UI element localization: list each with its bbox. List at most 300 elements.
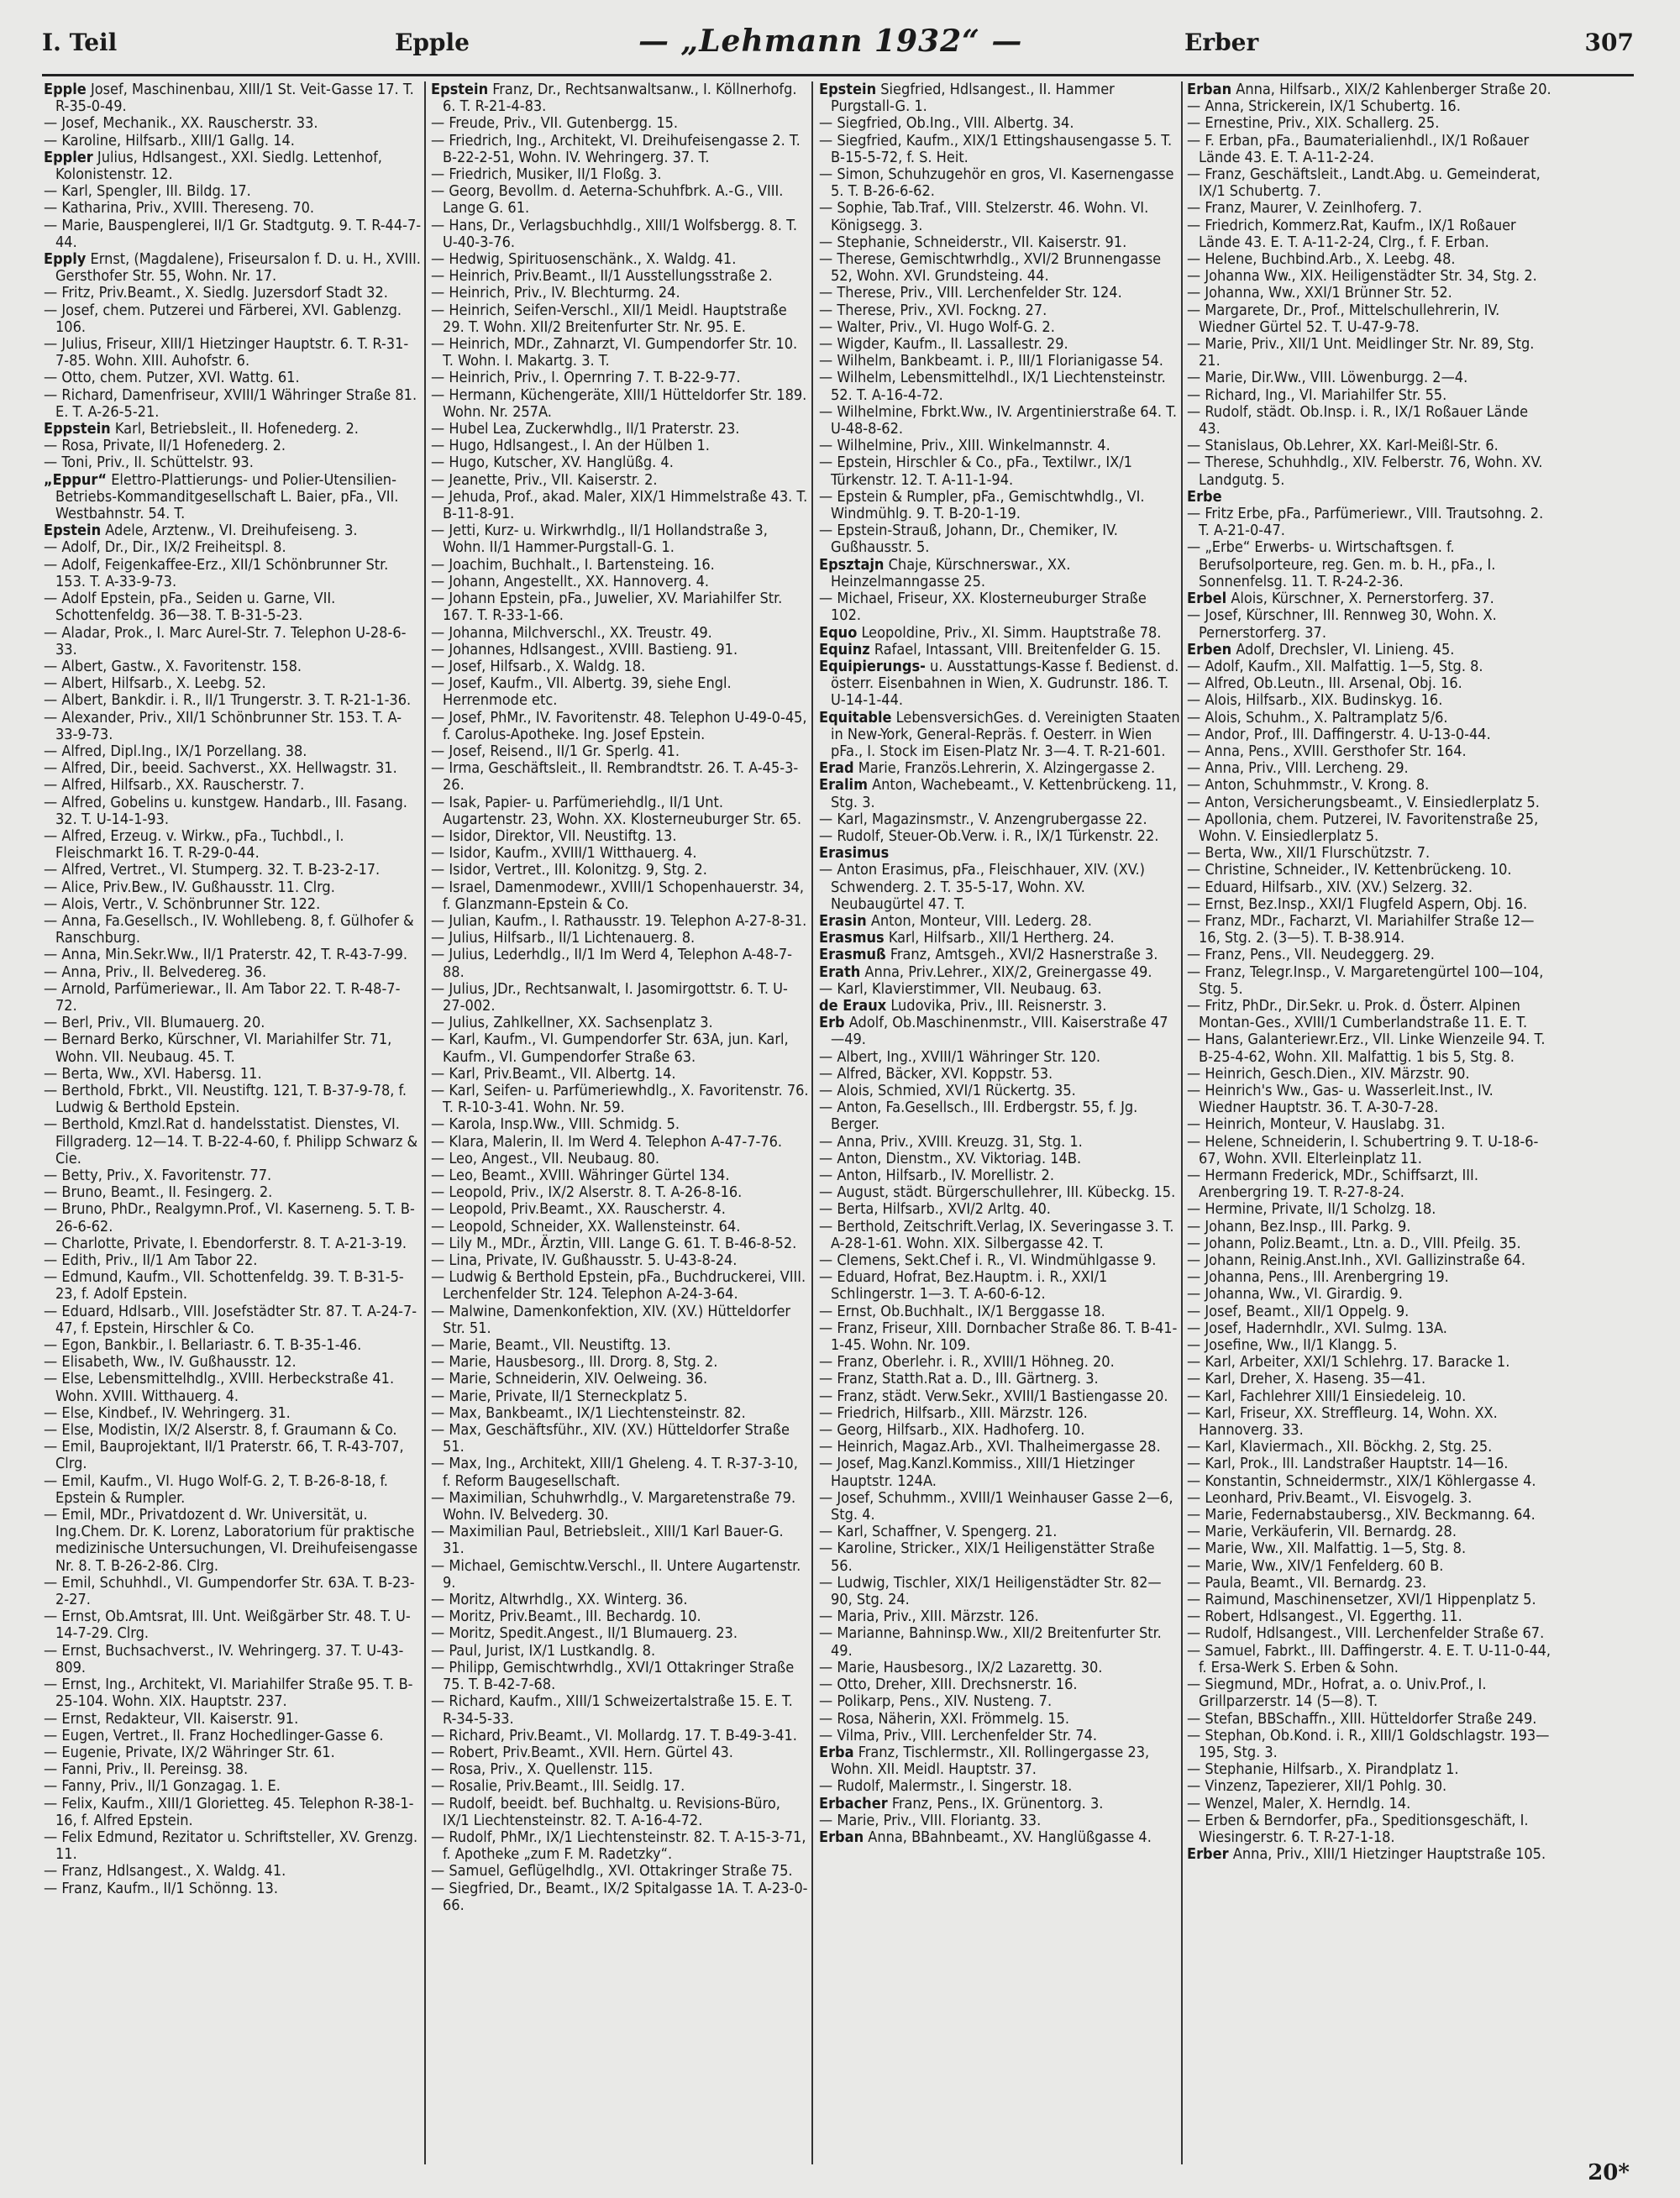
directory-entry xyxy=(431,183,809,217)
directory-entry xyxy=(431,1422,809,1456)
entry-details: — Vinzenz, Tapezierer, XII/1 Pohlg. 30. xyxy=(1187,1777,1447,1796)
directory-entry xyxy=(1187,539,1552,590)
last-name-guide: Erber xyxy=(1184,29,1259,56)
entry-details: Anna, Hilfsarb., XIX/2 Kahlenberger Straße 20. xyxy=(1231,81,1551,98)
directory-entry xyxy=(1187,1456,1552,1472)
entry-details: — Friedrich, Kommerz.Rat, Kaufm., IX/1 Roßauer Lände 43. E. T. A-11-2-24, Clrg., f. F. Erban. xyxy=(1187,216,1516,251)
entry-details: — Michael, Friseur, XX. Klosterneuburger Straße 102. xyxy=(819,590,1147,625)
entry-details: — Max, Geschäftsführ., XIV. (XV.) Hütteldorfer Straße 51. xyxy=(431,1421,790,1456)
directory-entry xyxy=(431,1116,809,1133)
entry-surname: Epsztajn xyxy=(819,555,885,574)
entry-details: — Franz, MDr., Facharzt, VI. Mariahilfer Straße 12—16, Stg. 2. (3—5). T. B-38.914. xyxy=(1187,911,1535,947)
directory-entry xyxy=(431,710,809,743)
directory-entry xyxy=(819,828,1180,845)
entry-details: — Isidor, Direktor, VII. Neustiftg. 13. xyxy=(431,826,677,845)
directory-entry xyxy=(44,896,422,913)
directory-entry xyxy=(1187,743,1552,760)
entry-details: — Else, Lebensmittelhdlg., XVIII. Herbeckstraße 41. Wohn. XVIII. Witthauerg. 4. xyxy=(44,1370,395,1405)
directory-entry xyxy=(1187,1405,1552,1439)
directory-entry xyxy=(819,1422,1180,1439)
entry-details: — Sophie, Tab.Traf., VIII. Stelzerstr. 46. Wohn. VI. Königsegg. 3. xyxy=(819,199,1149,234)
directory-entry xyxy=(44,1252,422,1269)
entry-details: — Lily M., MDr., Ärztin, VIII. Lange G. 61. T. B-46-8-52. xyxy=(431,1234,797,1252)
entry-details: — F. Erban, pFa., Baumaterialienhdl., IX/1 Roßauer Lände 43. E. T. A-11-2-24. xyxy=(1187,131,1530,166)
directory-entry xyxy=(44,1761,422,1778)
directory-entry xyxy=(819,251,1180,285)
entry-surname: Erad xyxy=(819,759,854,778)
entry-details: — Richard, Ing., VI. Mariahilfer Str. 55. xyxy=(1187,386,1447,404)
directory-entry xyxy=(44,1829,422,1863)
entry-details: — Franz, Statth.Rat a. D., III. Gärtnerg. 3. xyxy=(819,1370,1099,1388)
directory-entry xyxy=(819,1524,1180,1540)
entry-details: — Else, Modistin, IX/2 Alserstr. 8, f. Graumann & Co. xyxy=(44,1421,397,1440)
entry-details: — Johann, Reinig.Anst.Inh., XVI. Gallizinstraße 64. xyxy=(1187,1251,1525,1270)
entry-details: — Berthold, Zeitschrift.Verlag, IX. Severingasse 3. T. A-28-1-61. Wohn. XIX. Silbergasse 42. T. xyxy=(819,1217,1174,1252)
entry-details: — Lina, Private, IV. Gußhausstr. 5. U-43-8-24. xyxy=(431,1251,738,1270)
directory-entry xyxy=(44,1507,422,1575)
directory-entry xyxy=(1187,1252,1552,1269)
entry-details: — Israel, Damenmodewr., XVIII/1 Schopenhauerstr. 34, f. Glanzmann-Epstein & Co. xyxy=(431,878,805,913)
running-title: — „Lehmann 1932“ — xyxy=(638,24,1023,59)
directory-entry xyxy=(819,1829,1180,1846)
directory-entry xyxy=(431,981,809,1015)
entry-details: — Wilhelmine, Priv., XIII. Winkelmannstr. 4. xyxy=(819,437,1110,455)
directory-entry xyxy=(431,1388,809,1405)
entry-details: — Franz, Hdlsangest., X. Waldg. 41. xyxy=(44,1862,286,1881)
directory-entry xyxy=(1187,845,1552,862)
directory-column-3 xyxy=(819,81,1180,2164)
entry-surname: Epstein xyxy=(819,81,877,98)
entry-details: — Moritz, Priv.Beamt., III. Bechardg. 10. xyxy=(431,1608,701,1626)
entry-details: — Marie, Private, II/1 Sterneckplatz 5. xyxy=(431,1387,688,1405)
entry-details: — Charlotte, Private, I. Ebendorferstr. 8. T. A-21-3-19. xyxy=(44,1234,407,1252)
directory-entry xyxy=(819,998,1180,1015)
directory-entry xyxy=(431,590,809,624)
directory-entry xyxy=(44,1184,422,1201)
entry-details: — Felix, Kaufm., XIII/1 Glorietteg. 45. Telephon R-38-1-16, f. Alfred Epstein. xyxy=(44,1794,414,1829)
entry-details: Anton, Wachebeamt., V. Kettenbrückeng. 11, Stg. 3. xyxy=(831,776,1177,811)
directory-entry xyxy=(1187,1643,1552,1676)
directory-entry xyxy=(44,743,422,760)
directory-entry xyxy=(431,1184,809,1201)
entry-details: — Therese, Schuhhdlg., XIV. Felberstr. 76, Wohn. XV. Landgutg. 5. xyxy=(1187,454,1543,489)
directory-entry xyxy=(819,1184,1180,1201)
directory-entry xyxy=(1187,1608,1552,1625)
entry-surname: de Eraux xyxy=(819,996,887,1015)
entry-details: — Katharina, Priv., XVIII. Thereseng. 70. xyxy=(44,199,315,218)
directory-entry xyxy=(819,1711,1180,1728)
entry-details: — Franz, Telegr.Insp., V. Margaretengürtel 100—104, Stg. 5. xyxy=(1187,963,1544,998)
directory-entry xyxy=(431,1015,809,1031)
entry-surname: Epple xyxy=(44,81,87,98)
entry-details: — Anna, Priv., II. Belvedereg. 36. xyxy=(44,963,267,981)
entry-details: — Walter, Priv., VI. Hugo Wolf-G. 2. xyxy=(819,317,1055,336)
entry-details: — Karl, Klaviermach., XII. Böckhg. 2, Stg. 25. xyxy=(1187,1438,1493,1456)
directory-entry xyxy=(44,964,422,981)
entry-details: — Heinrich, Gesch.Dien., XIV. Märzstr. 90. xyxy=(1187,1064,1470,1083)
directory-entry xyxy=(431,1881,809,1914)
directory-entry xyxy=(431,1269,809,1303)
entry-details: — Wilhelmine, Fbrkt.Ww., IV. Argentinierstraße 64. T. U-48-8-62. xyxy=(819,402,1178,438)
directory-entry xyxy=(819,81,1180,115)
entry-details: — Marianne, Bahninsp.Ww., XII/2 Breitenfurter Str. 49. xyxy=(819,1624,1162,1660)
directory-entry xyxy=(44,1473,422,1507)
entry-details: — Eduard, Hdlsarb., VIII. Josefstädter Str. 87. T. A-24-7-47, f. Epstein, Hirschler & Co. xyxy=(44,1302,417,1337)
entry-details: — Rosalie, Priv.Beamt., III. Seidlg. 17. xyxy=(431,1777,685,1796)
entry-details: — Rudolf, Steuer-Ob.Verw. i. R., IX/1 Türkenstr. 22. xyxy=(819,826,1159,845)
directory-entry xyxy=(1187,998,1552,1031)
directory-entry xyxy=(1187,98,1552,115)
directory-entry xyxy=(819,302,1180,319)
entry-details: — Adolf, Feigenkaffee-Erz., XII/1 Schönbrunner Str. 153. T. A-33-9-73. xyxy=(44,555,389,590)
entry-details: — Marie, Schneiderin, XIV. Oelweing. 36. xyxy=(431,1370,708,1388)
entry-surname: Equinz xyxy=(819,640,870,658)
entry-details: — Max, Bankbeamt., IX/1 Liechtensteinstr. 82. xyxy=(431,1403,746,1422)
directory-column-1 xyxy=(44,81,422,2164)
entry-details: — Rosa, Priv., X. Quellenstr. 115. xyxy=(431,1760,654,1779)
directory-entry xyxy=(1187,251,1552,268)
entry-details: — Hans, Dr., Verlagsbuchhdlg., XIII/1 Wolfsbergg. 8. T. U-40-3-76. xyxy=(431,216,797,251)
entry-details: — Franz, Oberlehr. i. R., XVIII/1 Höhneg. 20. xyxy=(819,1353,1115,1372)
directory-entry xyxy=(44,795,422,828)
directory-entry xyxy=(44,1405,422,1422)
directory-entry xyxy=(819,1167,1180,1184)
directory-entry xyxy=(819,1540,1180,1574)
directory-entry xyxy=(431,115,809,132)
directory-entry xyxy=(1187,1083,1552,1116)
directory-entry xyxy=(1187,268,1552,285)
directory-entry xyxy=(44,590,422,624)
directory-entry xyxy=(431,913,809,930)
directory-entry xyxy=(431,795,809,828)
directory-entry xyxy=(431,1490,809,1524)
directory-entry xyxy=(819,1252,1180,1269)
column-divider xyxy=(424,81,426,2164)
entry-details: — Emil, Kaufm., VI. Hugo Wolf-G. 2, T. B-26-8-18, f. Epstein & Rumpler. xyxy=(44,1471,388,1507)
directory-entry xyxy=(431,472,809,489)
entry-details: — Karl, Dreher, X. Haseng. 35—41. xyxy=(1187,1370,1426,1388)
directory-entry xyxy=(431,268,809,285)
entry-details: Franz, Pens., IX. Grünentorg. 3. xyxy=(887,1794,1104,1812)
entry-details: — Ernst, Redakteur, VII. Kaiserstr. 91. xyxy=(44,1709,299,1728)
entry-details: — Elisabeth, Ww., IV. Gußhausstr. 12. xyxy=(44,1353,297,1372)
entry-details: — Karl, Arbeiter, XXI/1 Schlehrg. 17. Baracke 1. xyxy=(1187,1353,1510,1372)
directory-entry xyxy=(1187,1676,1552,1710)
entry-details: — Heinrich, Priv., IV. Blechturmg. 24. xyxy=(431,284,680,302)
entry-details: — Ernestine, Priv., XIX. Schallerg. 25. xyxy=(1187,114,1440,133)
entry-details: — Raimund, Maschinensetzer, XVI/1 Hippenplatz 5. xyxy=(1187,1591,1536,1609)
entry-details: — Julius, Hilfsarb., II/1 Lichtenauerg. 8. xyxy=(431,929,696,947)
page-header xyxy=(42,25,1634,67)
directory-entry xyxy=(819,166,1180,200)
entry-surname: Erbacher xyxy=(819,1794,888,1812)
directory-entry xyxy=(1187,1625,1552,1642)
directory-entry xyxy=(44,1167,422,1184)
entry-surname: Eppstein xyxy=(44,420,111,438)
entry-details: — Johanna, Milchverschl., XX. Treustr. 49. xyxy=(431,623,712,642)
directory-entry xyxy=(819,658,1180,710)
entry-details: — Karl, Prok., III. Landstraßer Hauptstr. 14—16. xyxy=(1187,1455,1509,1473)
entry-details: — Bruno, Beamt., II. Fesingerg. 2. xyxy=(44,1183,273,1202)
entry-details: — Julius, Friseur, XIII/1 Hietzinger Hauptstr. 6. T. R-31-7-85. Wohn. XIII. Auhofstr. 6. xyxy=(44,335,409,370)
entry-details: Franz, Dr., Rechtsanwaltsanw., I. Köllnerhofg. 6. T. R-21-4-83. xyxy=(443,81,797,116)
directory-entry xyxy=(44,1354,422,1371)
directory-entry xyxy=(819,947,1180,963)
entry-details: — Moritz, Altwrhdlg., XX. Winterg. 36. xyxy=(431,1591,688,1609)
entry-details: — Anton, Fa.Gesellsch., III. Erdbergstr. 55, f. Jg. Berger. xyxy=(819,1099,1138,1134)
directory-entry xyxy=(819,590,1180,624)
entry-details: — Anna, Min.Sekr.Ww., II/1 Praterstr. 42, T. R-43-7-99. xyxy=(44,946,407,964)
directory-entry xyxy=(1187,607,1552,641)
directory-entry xyxy=(431,1235,809,1252)
directory-entry xyxy=(431,1167,809,1184)
directory-entry xyxy=(431,438,809,454)
entry-details: — Wilhelm, Bankbeamt. i. P., III/1 Florianigasse 54. xyxy=(819,352,1163,370)
directory-entry xyxy=(1187,404,1552,438)
entry-details: — Fritz, Priv.Beamt., X. Siedlg. Juzersdorf Stadt 32. xyxy=(44,284,388,302)
directory-entry xyxy=(44,675,422,692)
entry-details: — Else, Kindbef., IV. Wehringerg. 31. xyxy=(44,1403,291,1422)
entry-details: — Heinrich, Magaz.Arb., XVI. Thalheimergasse 28. xyxy=(819,1438,1161,1456)
directory-entry xyxy=(1187,115,1552,132)
directory-entry xyxy=(431,1201,809,1218)
entry-details: — Alfred, Dipl.Ing., IX/1 Porzellang. 38. xyxy=(44,742,307,760)
entry-details: — Berthold, Fbrkt., VII. Neustiftg. 121, T. B-37-9-78, f. Ludwig & Berthold Epstein. xyxy=(44,1081,407,1117)
entry-details: — „Erbe“ Erwerbs- u. Wirtschaftsgen. f. Berufsolporteure, reg. Gen. m. b. H., pFa., I. Sonnenfelsg. 11. T. R-24-2-36. xyxy=(1187,538,1496,590)
directory-entry xyxy=(44,387,422,421)
entry-details: — Hermine, Private, II/1 Scholzg. 18. xyxy=(1187,1200,1436,1219)
directory-entry xyxy=(44,1015,422,1031)
directory-entry xyxy=(431,930,809,947)
directory-entry xyxy=(431,1031,809,1065)
directory-entry xyxy=(1187,285,1552,302)
entry-details: — Leo, Beamt., XVIII. Währinger Gürtel 134. xyxy=(431,1167,730,1184)
entry-details: — Hugo, Hdlsangest., I. An der Hülben 1. xyxy=(431,437,710,455)
directory-entry xyxy=(44,625,422,658)
entry-details: — Josef, Mag.Kanzl.Kommiss., XIII/1 Hietzinger Hauptstr. 124A. xyxy=(819,1455,1135,1490)
directory-entry xyxy=(819,1269,1180,1303)
directory-entry xyxy=(1187,1304,1552,1320)
entry-details: — Paul, Jurist, IX/1 Lustkandlg. 8. xyxy=(431,1641,656,1660)
entry-details: — Eduard, Hilfsarb., XIV. (XV.) Selzerg. 32. xyxy=(1187,878,1473,896)
entry-details: — Max, Ing., Architekt, XIII/1 Gheleng. 4. T. R-37-3-10, f. Reform Baugesellschaft. xyxy=(431,1455,798,1490)
directory-entry xyxy=(819,1608,1180,1625)
directory-entry xyxy=(1187,862,1552,879)
entry-details: — Ernst, Ing., Architekt, VI. Mariahilfer Straße 95. T. B-25-104. Wohn. XIX. Hauptstr. 237. xyxy=(44,1676,413,1711)
entry-details: — Marie, Federnabstaubersg., XIV. Beckmanng. 64. xyxy=(1187,1506,1536,1524)
directory-entry xyxy=(1187,336,1552,370)
entry-details: — Josef, Reisend., II/1 Gr. Sperlg. 41. xyxy=(431,742,680,760)
directory-entry xyxy=(1187,370,1552,386)
directory-entry xyxy=(1187,964,1552,998)
directory-entry xyxy=(44,981,422,1015)
entry-details: — Eduard, Hofrat, Bez.Hauptm. i. R., XXI/1 Schlingerstr. 1—3. T. A-60-6-12. xyxy=(819,1268,1108,1304)
directory-entry xyxy=(44,1728,422,1744)
entry-details: — Betty, Priv., X. Favoritenstr. 77. xyxy=(44,1167,272,1184)
entry-details: — Epstein, Hirschler & Co., pFa., Textilwr., IX/1 Türkenstr. 12. T. A-11-1-94. xyxy=(819,454,1132,489)
entry-details: — Therese, Priv., VIII. Lerchenfelder Str. 124. xyxy=(819,284,1122,302)
entry-details: — Anton, Versicherungsbeamt., V. Einsiedlerplatz 5. xyxy=(1187,793,1540,811)
directory-entry xyxy=(431,1863,809,1880)
directory-entry xyxy=(1187,1507,1552,1524)
directory-entry xyxy=(431,1304,809,1337)
directory-entry xyxy=(44,1881,422,1897)
directory-entry xyxy=(44,218,422,251)
entry-details: Anna, BBahnbeamt., XV. Hanglüßgasse 4. xyxy=(864,1828,1152,1846)
directory-entry xyxy=(1187,1371,1552,1388)
entry-surname: Erber xyxy=(1187,1845,1229,1864)
directory-entry xyxy=(819,1304,1180,1320)
entry-details: — Stephanie, Schneiderstr., VII. Kaiserstr. 91. xyxy=(819,233,1127,251)
entry-details: — Georg, Hilfsarb., XIX. Hadhoferg. 10. xyxy=(819,1421,1085,1440)
directory-entry xyxy=(819,1439,1180,1456)
directory-entry xyxy=(44,115,422,132)
entry-details: — Marie, Bauspenglerei, II/1 Gr. Stadtgutg. 9. T. R-44-7-44. xyxy=(44,216,422,251)
entry-details: — Leopold, Priv.Beamt., XX. Rauscherstr. 4. xyxy=(431,1200,726,1219)
directory-entry xyxy=(1187,1812,1552,1846)
entry-details: — Karl, Kaufm., VI. Gumpendorfer Str. 63A, jun. Karl, Kaufm., VI. Gumpendorfer Straße 63. xyxy=(431,1031,789,1066)
directory-entry xyxy=(431,1728,809,1744)
entry-details: — Karl, Fachlehrer XIII/1 Einsiedeleig. 10. xyxy=(1187,1387,1467,1405)
entry-details: — Karl, Schaffner, V. Spengerg. 21. xyxy=(819,1523,1058,1541)
directory-entry xyxy=(1187,1235,1552,1252)
directory-entry xyxy=(819,404,1180,438)
entry-details: — Hermann Frederick, MDr., Schiffsarzt, III. Arenbergring 19. T. R-27-8-24. xyxy=(1187,1167,1478,1202)
entry-surname: Epstein xyxy=(431,81,489,98)
directory-entry xyxy=(44,692,422,709)
entry-surname: Equitable xyxy=(819,708,892,727)
entry-details: — Adolf Epstein, pFa., Seiden u. Garne, VII. Schottenfeldg. 36—38. T. B-31-5-23. xyxy=(44,590,336,625)
directory-entry xyxy=(1187,1558,1552,1575)
entry-details: — Rudolf, beeidt. bef. Buchhaltg. u. Revisions-Büro, IX/1 Liechtensteinstr. 82. T. A-16-4-72. xyxy=(431,1794,780,1829)
directory-entry xyxy=(1187,896,1552,913)
entry-details: — Alfred, Erzeug. v. Wirkw., pFa., Tuchbdl., I. Fleischmarkt 16. T. R-29-0-44. xyxy=(44,826,344,863)
directory-entry xyxy=(431,658,809,675)
directory-entry xyxy=(1187,1728,1552,1761)
directory-entry xyxy=(431,1219,809,1235)
entry-details: — Franz, Friseur, XIII. Dornbacher Straße 86. T. B-41-1-45. Wohn. Nr. 109. xyxy=(819,1319,1178,1355)
entry-details: — Isidor, Kaufm., XVIII/1 Witthauerg. 4. xyxy=(431,844,697,863)
entry-surname: Erasimus xyxy=(819,844,890,863)
directory-entry xyxy=(1187,879,1552,896)
entry-details: — Epstein & Rumpler, pFa., Gemischtwhdlg., VI. Windmühlg. 9. T. B-20-1-19. xyxy=(819,487,1145,523)
entry-details: — Paula, Beamt., VII. Bernardg. 23. xyxy=(1187,1573,1427,1592)
directory-entry xyxy=(1187,1540,1552,1557)
directory-entry xyxy=(431,81,809,115)
entry-details: — Apollonia, chem. Putzerei, IV. Favoritenstraße 25, Wohn. V. Einsiedlerplatz 5. xyxy=(1187,810,1539,845)
directory-entry xyxy=(819,1099,1180,1133)
entry-details: — Stanislaus, Ob.Lehrer, XX. Karl-Meißl-Str. 6. xyxy=(1187,437,1499,455)
directory-entry xyxy=(44,421,422,438)
directory-entry xyxy=(819,1660,1180,1676)
directory-entry xyxy=(819,1490,1180,1524)
directory-entry xyxy=(431,743,809,760)
entry-surname: Equo xyxy=(819,623,858,642)
entry-details: — Johann, Angestellt., XX. Hannoverg. 4. xyxy=(431,572,710,590)
entry-details: — Franz, städt. Verw.Sekr., XVIII/1 Bastiengasse 20. xyxy=(819,1387,1168,1405)
directory-entry xyxy=(431,166,809,183)
directory-entry xyxy=(44,370,422,386)
directory-entry xyxy=(1187,710,1552,727)
entry-details: Anna, Priv.Lehrer., XIX/2, Greinergasse 49. xyxy=(860,963,1152,981)
entry-details: — Johann, Bez.Insp., III. Parkg. 9. xyxy=(1187,1217,1411,1235)
entry-details: — Franz, Geschäftsleit., Landt.Abg. u. Gemeinderat, IX/1 Schubertg. 7. xyxy=(1187,165,1541,201)
directory-entry xyxy=(1187,658,1552,675)
directory-entry xyxy=(1187,1320,1552,1337)
entry-details: — Felix Edmund, Rezitator u. Schriftsteller, XV. Grenzg. 11. xyxy=(44,1828,418,1864)
entry-details: — Edith, Priv., II/1 Am Tabor 22. xyxy=(44,1251,258,1270)
entry-details: — Richard, Kaufm., XIII/1 Schweizertalstraße 15. E. T. R-34-5-33. xyxy=(431,1692,793,1728)
directory-entry xyxy=(1187,1286,1552,1303)
directory-entry xyxy=(44,454,422,471)
entry-details: — Fritz Erbe, pFa., Parfümeriewr., VIII. Trautsohng. 2. T. A-21-0-47. xyxy=(1187,505,1544,540)
entry-details: — Leonhard, Priv.Beamt., VI. Eisvogelg. 3. xyxy=(1187,1488,1473,1507)
directory-entry xyxy=(431,1796,809,1829)
directory-entry xyxy=(431,1066,809,1083)
directory-entry xyxy=(819,115,1180,132)
entry-details: — Berl, Priv., VII. Blumauerg. 20. xyxy=(44,1014,265,1032)
entry-surname: Erasmuß xyxy=(819,946,886,964)
entry-details: — Karl, Seifen- u. Parfümeriewhdlg., X. Favoritenstr. 76. T. R-10-3-41. Wohn. Nr. 59. xyxy=(431,1081,809,1117)
directory-entry xyxy=(819,454,1180,488)
entry-surname: Erasin xyxy=(819,911,867,930)
directory-entry xyxy=(431,1558,809,1592)
entry-details: — Michael, Gemischtw.Verschl., II. Untere Augartenstr. 9. xyxy=(431,1556,801,1592)
directory-entry xyxy=(819,1371,1180,1388)
directory-entry xyxy=(44,1439,422,1472)
entry-details: — Anton, Dienstm., XV. Viktoriag. 14B. xyxy=(819,1149,1082,1167)
entry-details: — Josef, Schuhmm., XVIII/1 Weinhauser Gasse 2—6, Stg. 4. xyxy=(819,1488,1173,1524)
directory-entry xyxy=(1187,675,1552,692)
entry-details: — Karl, Magazinsmstr., V. Anzengrubergasse 22. xyxy=(819,810,1147,828)
entry-details: — Heinrich, MDr., Zahnarzt, VI. Gumpendorfer Str. 10. T. Wohn. I. Makartg. 3. T. xyxy=(431,335,798,370)
directory-entry xyxy=(819,1066,1180,1083)
entry-details: Josef, Maschinenbau, XIII/1 St. Veit-Gasse 17. T. R-35-0-49. xyxy=(55,81,414,116)
entry-details: — Marie, Priv., XII/1 Unt. Meidlinger Str. Nr. 89, Stg. 21. xyxy=(1187,335,1535,370)
entry-details: — Konstantin, Schneidermstr., XIX/1 Köhlergasse 4. xyxy=(1187,1471,1536,1490)
directory-entry xyxy=(819,1320,1180,1354)
directory-entry xyxy=(44,1608,422,1642)
entry-details: — Friedrich, Hilfsarb., XIII. Märzstr. 126. xyxy=(819,1403,1088,1422)
entry-details: — Alexander, Priv., XII/1 Schönbrunner Str. 153. T. A-33-9-73. xyxy=(44,708,402,743)
directory-entry xyxy=(44,1269,422,1303)
entry-details: — Ernst, Buchsachverst., IV. Wehringerg. 37. T. U-43-809. xyxy=(44,1641,404,1676)
directory-entry xyxy=(819,1812,1180,1829)
entry-surname: Erasmus xyxy=(819,929,885,947)
directory-entry xyxy=(431,1778,809,1795)
directory-entry xyxy=(44,472,422,523)
directory-entry xyxy=(431,133,809,166)
directory-entry xyxy=(431,828,809,845)
entry-details: — Marie, Verkäuferin, VII. Bernardg. 28. xyxy=(1187,1523,1457,1541)
directory-entry xyxy=(1187,1066,1552,1083)
entry-details: — Alois, Schmied, XVI/1 Rückertg. 35. xyxy=(819,1081,1076,1099)
entry-details: — Heinrich, Monteur, V. Hauslabg. 31. xyxy=(1187,1115,1446,1134)
directory-entry xyxy=(431,1643,809,1660)
directory-entry xyxy=(44,200,422,217)
directory-entry xyxy=(819,1151,1180,1167)
directory-entry xyxy=(1187,727,1552,743)
entry-details: — Berta, Hilfsarb., XVI/2 Arltg. 40. xyxy=(819,1200,1051,1219)
entry-details: — Fanny, Priv., II/1 Gonzagag. 1. E. xyxy=(44,1777,281,1796)
entry-details: — Wilhelm, Lebensmittelhdl., IX/1 Liechtensteinstr. 52. T. A-16-4-72. xyxy=(819,369,1166,404)
entry-details: — Julian, Kaufm., I. Rathausstr. 19. Telephon A-27-8-31. xyxy=(431,911,807,930)
entry-details: Chaje, Kürschnerswar., XX. Heinzelmanngasse 25. xyxy=(831,555,1071,590)
entry-details: Franz, Amtsgeh., XVI/2 Hasnerstraße 3. xyxy=(885,946,1158,964)
entry-surname: Erb xyxy=(819,1014,845,1032)
directory-entry xyxy=(431,522,809,556)
entry-details: — Anna, Fa.Gesellsch., IV. Wohllebeng. 8, f. Gülhofer & Ranschburg. xyxy=(44,911,414,947)
